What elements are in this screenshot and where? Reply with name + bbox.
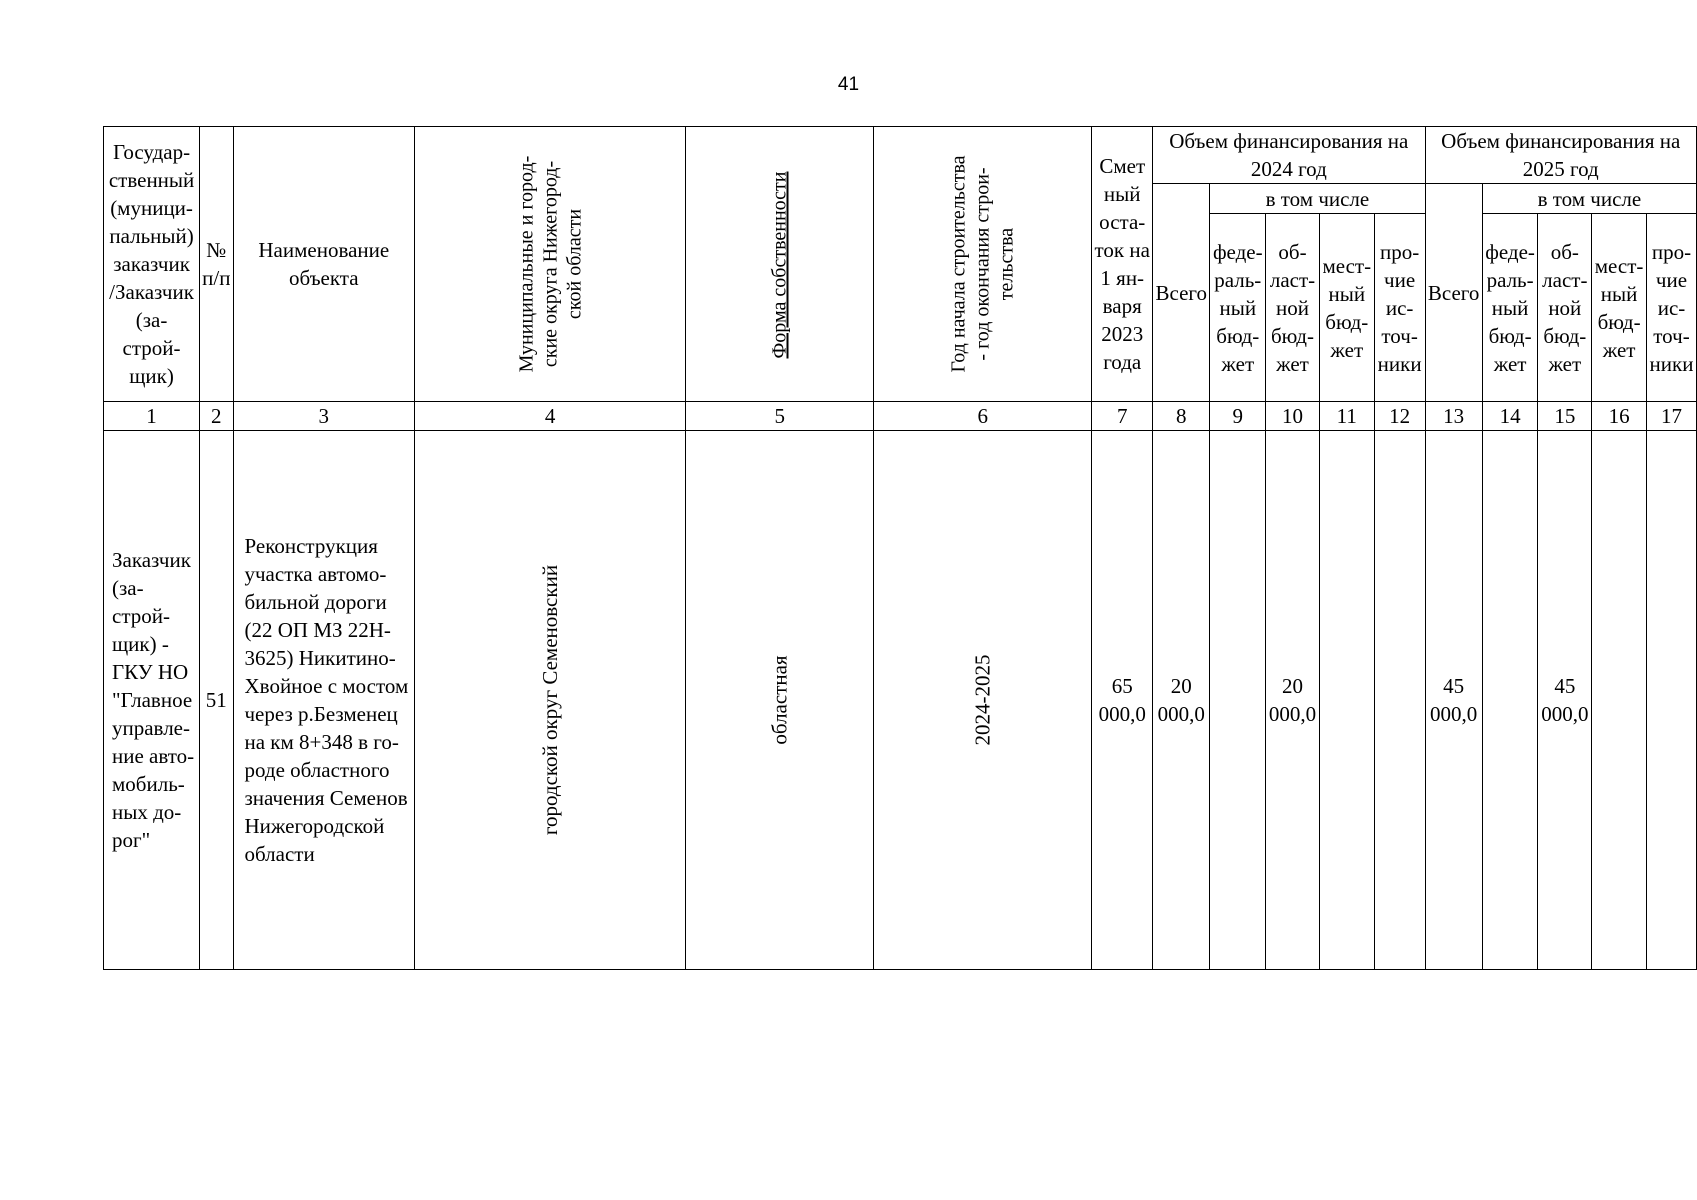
text-line: роде областного xyxy=(244,758,390,782)
column-number: 3 xyxy=(233,402,415,431)
text-line: 3625) Никитино- xyxy=(244,646,396,670)
table-row xyxy=(104,431,1697,970)
text-line: раль- xyxy=(1214,267,1262,292)
text-line: 20 xyxy=(1281,674,1303,698)
column-number: 13 xyxy=(1425,402,1482,431)
text-line: жет xyxy=(1330,337,1364,362)
text-line: 45 xyxy=(1443,674,1465,698)
text-line: бюд- xyxy=(1597,309,1641,334)
text-line: Заказчик xyxy=(112,548,191,572)
cell-ownership-form: областная xyxy=(686,431,874,970)
text-line: рог" xyxy=(112,828,151,852)
column-number: 9 xyxy=(1210,402,1266,431)
cell-local-2025 xyxy=(1592,431,1647,970)
header-regional-2024 xyxy=(1266,214,1320,402)
text-line: бильной дороги xyxy=(244,590,387,614)
text-line: мест- xyxy=(1322,253,1372,278)
text-line: об- xyxy=(1550,239,1579,264)
column-numbers-row xyxy=(104,402,1697,431)
text-line: оста- xyxy=(1099,210,1146,234)
column-number: 8 xyxy=(1153,402,1210,431)
text-line: жет xyxy=(1493,351,1527,376)
text-line: мест- xyxy=(1594,253,1644,278)
text-line: ственный xyxy=(108,168,195,192)
text-line: мобиль- xyxy=(112,772,185,796)
cell-number: 51 xyxy=(200,431,233,970)
text-line: щик) xyxy=(129,364,174,388)
text-line: щик) - xyxy=(112,632,169,656)
text-line: Нижегородской xyxy=(244,814,385,838)
text-line: ный xyxy=(1103,182,1141,206)
cell-regional-2025 xyxy=(1538,431,1592,970)
text-line: участка автомо- xyxy=(244,562,387,586)
text-line: ники xyxy=(1377,351,1422,376)
text-line: 65 xyxy=(1111,674,1133,698)
cell-regional-2024 xyxy=(1266,431,1320,970)
text-line: жет xyxy=(1221,351,1255,376)
text-line: ток на xyxy=(1094,238,1150,262)
text-line: Муниципальные и город- xyxy=(515,155,538,372)
text-line: ники xyxy=(1649,351,1694,376)
text-line: феде- xyxy=(1212,239,1263,264)
header-federal-2024 xyxy=(1210,214,1266,402)
text-line: (22 ОП МЗ 22Н- xyxy=(244,618,391,642)
cell-customer xyxy=(104,431,200,970)
text-line: /Заказчик xyxy=(109,280,194,304)
header-object-name xyxy=(233,127,415,402)
text-line: 20 xyxy=(1170,674,1192,698)
text-line: чие xyxy=(1655,267,1688,292)
cell-federal-2024 xyxy=(1210,431,1266,970)
text-line: управле- xyxy=(112,716,190,740)
text-line: 1 ян- xyxy=(1100,266,1145,290)
text-line: тельства xyxy=(995,227,1018,300)
text-line: феде- xyxy=(1485,239,1535,264)
header-local-2025 xyxy=(1592,214,1647,402)
cell-estimated-balance xyxy=(1092,431,1153,970)
header-total-2025: Всего xyxy=(1425,184,1482,402)
text-line: ласт- xyxy=(1269,267,1316,292)
text-line: строй- xyxy=(112,604,170,628)
text-line: жет xyxy=(1602,337,1636,362)
column-number: 17 xyxy=(1646,402,1696,431)
cell-municipal-district: городской округ Семеновский xyxy=(415,431,686,970)
text-line: заказчик xyxy=(113,252,190,276)
text-line: ГКУ НО xyxy=(112,660,189,684)
cell-object-name xyxy=(233,431,415,970)
text-line: области xyxy=(244,842,315,866)
text-line: ские округа Нижегород- xyxy=(539,160,562,367)
text-line: про- xyxy=(1651,239,1692,264)
header-local-2024 xyxy=(1319,214,1374,402)
text-line: Государ- xyxy=(113,140,191,164)
text-line: 2023 xyxy=(1101,322,1144,346)
text-line: строй- xyxy=(122,336,181,360)
construction-objects-table xyxy=(103,126,1697,970)
column-number: 6 xyxy=(874,402,1092,431)
text-line: про- xyxy=(1380,239,1420,264)
text-line: ис- xyxy=(1657,295,1686,320)
header-federal-2025 xyxy=(1482,214,1538,402)
text-line: значения Семенов xyxy=(244,786,408,810)
text-line: на км 8+348 в го- xyxy=(244,730,399,754)
column-number: 16 xyxy=(1592,402,1647,431)
text-line: ных до- xyxy=(112,800,182,824)
header-including-2024: в том числе xyxy=(1210,184,1425,214)
text-line: жет xyxy=(1276,351,1309,376)
column-number: 7 xyxy=(1092,402,1153,431)
text-line: ной xyxy=(1276,295,1309,320)
text-line: - год окончания строи- xyxy=(971,166,994,361)
text-line: бюд- xyxy=(1216,323,1260,348)
text-line: жет xyxy=(1548,351,1582,376)
text-line: Год начала строительства xyxy=(947,154,970,373)
text-line: раль- xyxy=(1486,267,1534,292)
text-line: (за- xyxy=(135,308,168,332)
text-line: точ- xyxy=(1653,323,1690,348)
text-line: варя xyxy=(1102,294,1142,318)
text-line: ный xyxy=(1600,281,1638,306)
text-line: 000,0 xyxy=(1541,702,1589,726)
header-municipal-district xyxy=(415,127,686,402)
header-other-2025 xyxy=(1646,214,1696,402)
header-financing-2024: Объем финансирования на 2024 год xyxy=(1153,127,1425,184)
text-line: ный xyxy=(1491,295,1529,320)
column-number: 1 xyxy=(104,402,200,431)
text-line: через р.Безменец xyxy=(244,702,398,726)
cell-total-2024 xyxy=(1153,431,1210,970)
header-customer xyxy=(104,127,200,402)
text-line: бюд- xyxy=(1543,323,1587,348)
text-line: 000,0 xyxy=(1430,702,1478,726)
header-number xyxy=(200,127,233,402)
text-line: (за- xyxy=(112,576,144,600)
text-line: ласт- xyxy=(1542,267,1588,292)
text-line: года xyxy=(1103,350,1142,374)
cell-construction-years: 2024-2025 xyxy=(874,431,1092,970)
column-number: 15 xyxy=(1538,402,1592,431)
text-line: 45 xyxy=(1554,674,1576,698)
text-line: "Главное xyxy=(112,688,193,712)
column-number: 14 xyxy=(1482,402,1538,431)
text-line: 000,0 xyxy=(1268,702,1317,726)
column-number: 10 xyxy=(1266,402,1320,431)
text-line: ис- xyxy=(1385,295,1414,320)
header-financing-2025: Объем финансирования на 2025 год xyxy=(1425,127,1697,184)
header-total-2024: Всего xyxy=(1153,184,1210,402)
header-regional-2025 xyxy=(1538,214,1592,402)
header-ownership-form: Форма собственности xyxy=(686,127,874,402)
text-line: 000,0 xyxy=(1098,702,1146,726)
cell-other-2024 xyxy=(1374,431,1425,970)
text-line: ние авто- xyxy=(112,744,195,768)
column-number: 2 xyxy=(200,402,233,431)
cell-other-2025 xyxy=(1646,431,1696,970)
text-line: бюд- xyxy=(1488,323,1532,348)
header-estimated-balance xyxy=(1092,127,1153,402)
text-line: ный xyxy=(1328,281,1366,306)
cell-local-2024 xyxy=(1319,431,1374,970)
header-including-2025: в том числе xyxy=(1482,184,1696,214)
text-line: бюд- xyxy=(1271,323,1314,348)
text-line: Хвойное с мостом xyxy=(244,674,409,698)
text-line: ный xyxy=(1219,295,1257,320)
column-number: 4 xyxy=(415,402,686,431)
text-line: 000,0 xyxy=(1157,702,1205,726)
text-line: ской области xyxy=(563,208,586,319)
header-construction-years xyxy=(874,127,1092,402)
text-line: (муници- xyxy=(110,196,193,220)
text-line: объекта xyxy=(289,266,359,290)
text-line: п/п xyxy=(202,266,231,290)
header-other-2024 xyxy=(1374,214,1425,402)
text-line: Смет xyxy=(1099,154,1146,178)
text-line: ной xyxy=(1548,295,1582,320)
text-line: точ- xyxy=(1381,323,1418,348)
text-line: пальный) xyxy=(109,224,194,248)
column-number: 11 xyxy=(1319,402,1374,431)
text-line: об- xyxy=(1278,239,1307,264)
text-line: № xyxy=(206,238,227,262)
text-line: Реконструкция xyxy=(244,534,378,558)
text-line: Наименование xyxy=(258,238,390,262)
column-number: 12 xyxy=(1374,402,1425,431)
column-number: 5 xyxy=(686,402,874,431)
page-number: 41 xyxy=(837,74,860,95)
cell-federal-2025 xyxy=(1482,431,1538,970)
cell-total-2025 xyxy=(1425,431,1482,970)
text-line: чие xyxy=(1384,267,1416,292)
text-line: бюд- xyxy=(1325,309,1369,334)
